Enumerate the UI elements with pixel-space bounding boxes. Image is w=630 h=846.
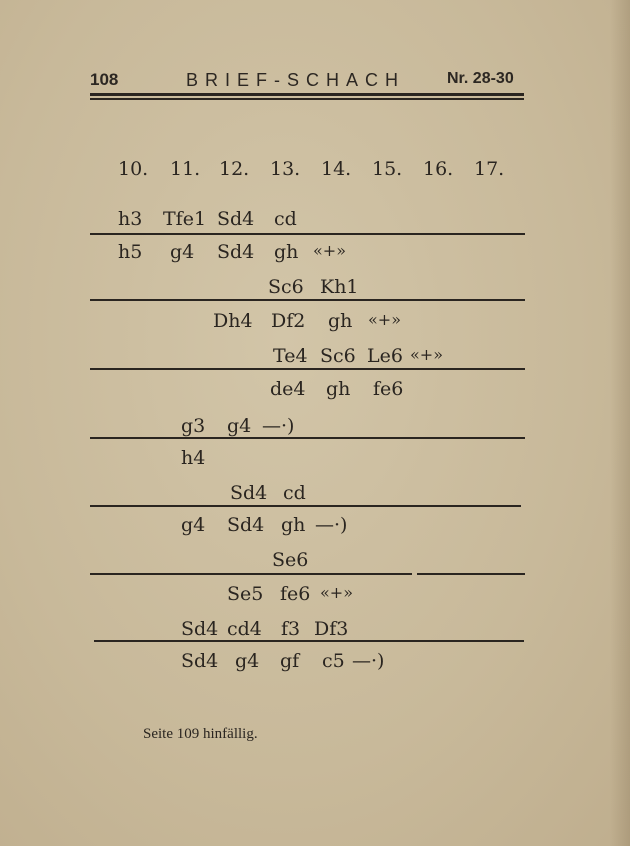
game-range: Nr. 28-30 xyxy=(447,70,514,87)
variation-rule xyxy=(90,233,525,235)
move: gh xyxy=(281,514,306,536)
move: Sd4 xyxy=(181,618,219,640)
move: Sd4 xyxy=(230,482,268,504)
variation-rule xyxy=(94,640,524,642)
move: Df2 xyxy=(271,310,306,332)
variation-rule xyxy=(90,573,412,575)
move-number: 16. xyxy=(423,158,454,180)
move: c5 xyxy=(322,650,345,672)
page-edge-shadow xyxy=(610,0,630,846)
evaluation: —·) xyxy=(262,415,295,437)
evaluation: «+» xyxy=(313,241,346,260)
move: fe6 xyxy=(280,583,311,605)
move: gh xyxy=(274,241,299,263)
evaluation: «+» xyxy=(320,583,353,602)
move-number: 14. xyxy=(321,158,352,180)
move: Dh4 xyxy=(213,310,253,332)
move-number: 13. xyxy=(270,158,301,180)
move: gh xyxy=(328,310,353,332)
move: Te4 xyxy=(273,345,308,367)
move: g4 xyxy=(170,241,195,263)
evaluation: «+» xyxy=(368,310,401,329)
move: h4 xyxy=(181,447,206,469)
move: cd4 xyxy=(227,618,262,640)
move: h3 xyxy=(118,208,143,230)
move-number: 10. xyxy=(118,158,149,180)
move: Sd4 xyxy=(181,650,219,672)
move: Se5 xyxy=(227,583,264,605)
move: g4 xyxy=(181,514,206,536)
move: g3 xyxy=(181,415,206,437)
variation-rule xyxy=(90,368,525,370)
move: gh xyxy=(326,378,351,400)
move: Le6 xyxy=(367,345,403,367)
move-number: 12. xyxy=(219,158,250,180)
move: f3 xyxy=(281,618,301,640)
move: Sc6 xyxy=(320,345,356,367)
move-number: 15. xyxy=(372,158,403,180)
evaluation: «+» xyxy=(410,345,443,364)
variation-rule xyxy=(90,505,521,507)
move: Kh1 xyxy=(320,276,359,298)
move: h5 xyxy=(118,241,143,263)
move: de4 xyxy=(270,378,306,400)
running-title: BRIEF-SCHACH xyxy=(186,70,406,90)
move: cd xyxy=(283,482,306,504)
move: g4 xyxy=(235,650,260,672)
page-number: 108 xyxy=(90,70,119,89)
move: Sd4 xyxy=(217,241,255,263)
evaluation: —·) xyxy=(352,650,385,672)
variation-rule xyxy=(90,437,525,439)
move: Sc6 xyxy=(268,276,304,298)
variation-rule xyxy=(90,299,525,301)
move: fe6 xyxy=(373,378,404,400)
move: gf xyxy=(280,650,300,672)
move-number: 11. xyxy=(170,158,201,180)
move: cd xyxy=(274,208,297,230)
move: Sd4 xyxy=(227,514,265,536)
move: Se6 xyxy=(272,549,309,571)
move: Tfe1 xyxy=(163,208,207,230)
move: Sd4 xyxy=(217,208,255,230)
footnote: Seite 109 hinfällig. xyxy=(143,726,258,742)
evaluation: —·) xyxy=(315,514,348,536)
header-rule xyxy=(90,93,524,96)
move: Df3 xyxy=(314,618,349,640)
header-rule-thin xyxy=(90,98,524,100)
move-number: 17. xyxy=(474,158,505,180)
move: g4 xyxy=(227,415,252,437)
variation-rule xyxy=(417,573,525,575)
